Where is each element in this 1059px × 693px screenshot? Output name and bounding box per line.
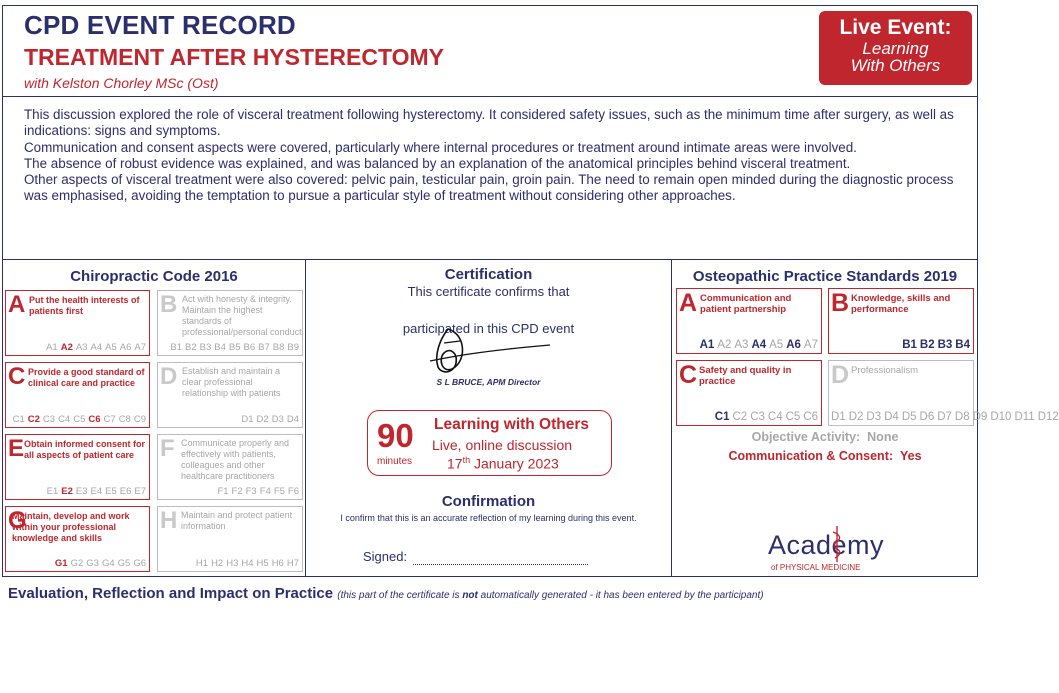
code-box-b [157, 290, 303, 356]
code-item: C5 [785, 411, 801, 423]
code-item: E1 [46, 486, 59, 497]
code-item: B9 [287, 342, 299, 353]
code-letter: C [679, 361, 698, 389]
code-item: E4 [90, 486, 103, 497]
code-item: B4 [214, 342, 226, 353]
event-format: Live, online discussion [432, 437, 573, 453]
code-item: A2 [60, 342, 73, 353]
code-item: E5 [105, 486, 117, 497]
code-item: A7 [803, 339, 818, 351]
date-rest: January 2023 [470, 455, 559, 472]
evaluation-note [337, 590, 763, 601]
code-item: C1 [714, 411, 730, 423]
code-item: B5 [228, 342, 241, 353]
code-item: H2 [211, 558, 224, 569]
code-item: A4 [751, 339, 767, 351]
code-item: C7 [103, 414, 116, 425]
code-item: G6 [133, 558, 146, 569]
code-item: G4 [101, 558, 115, 569]
academy-logo-text: Academy [768, 530, 885, 560]
code-item: C8 [118, 414, 131, 425]
evaluation-title: Evaluation, Reflection and Impact on Practice [8, 585, 334, 602]
confirmation-text: I confirm that this is an accurate reflection of my learning during this event. [340, 513, 637, 523]
code-item: F4 [259, 486, 271, 497]
code-item: E7 [134, 486, 146, 497]
code-item: D1 [831, 411, 846, 423]
signer-name: S L BRUCE, APM Director [436, 377, 541, 387]
code-item: D2 [256, 414, 269, 425]
code-item: D3 [866, 411, 882, 423]
certification-title: Certification [444, 266, 533, 283]
code-item: C1 [12, 414, 25, 425]
code-item: C4 [767, 411, 783, 423]
academy-logo [768, 530, 884, 561]
code-list [214, 486, 299, 497]
badge-line1: Live Event: [839, 16, 952, 39]
code-list [697, 339, 818, 351]
evaluation-entry-area[interactable] [8, 610, 972, 688]
code-letter: E [8, 435, 25, 462]
objective-label: Objective Activity: [751, 430, 861, 444]
code-item: F5 [273, 486, 285, 497]
participation-text: participated in this CPD event [402, 321, 575, 336]
description-para: The absence of robust evidence was explained, and was balanced by an explanation of the anatomical principles behind visceral treatment. [24, 155, 851, 171]
description-para: Communication and consent aspects were covered, particularly where internal procedures or treatment around intimate areas were involved. [24, 139, 857, 155]
code-item: F2 [231, 486, 243, 497]
code-item: B4 [955, 339, 970, 351]
code-item: A6 [119, 342, 132, 353]
code-item: D4 [884, 411, 899, 423]
code-item: A2 [717, 339, 732, 351]
code-item: C2 [732, 411, 748, 423]
code-list [167, 342, 299, 353]
date-suffix: th [462, 455, 471, 465]
academy-logo-subtitle: of PHYSICAL MEDICINE [771, 563, 861, 572]
code-description: Maintain and protect patient information [181, 510, 293, 531]
code-item: B6 [243, 342, 256, 353]
code-item: E6 [119, 486, 132, 497]
code-list [828, 411, 1059, 423]
code-list [52, 558, 146, 569]
code-item: D1 [241, 414, 254, 425]
code-item: F1 [217, 486, 229, 497]
divider [2, 259, 978, 260]
code-item: C3 [42, 414, 56, 425]
event-title: TREATMENT AFTER HYSTERECTOMY [24, 44, 444, 70]
code-item: A3 [734, 339, 749, 351]
code-item: A1 [699, 339, 715, 351]
code-box-a [676, 288, 822, 354]
code-description: Act with honesty & integrity. Maintain the highest standards of professional/personal conduct [182, 294, 302, 337]
code-item: G2 [70, 558, 84, 569]
code-item: A7 [134, 342, 146, 353]
certification-text: This certificate confirms that [407, 284, 570, 299]
code-item: H1 [195, 558, 209, 569]
code-description: Safety and quality in practice [699, 365, 792, 387]
divider [671, 260, 672, 577]
code-box-e [5, 434, 150, 500]
code-item: H6 [271, 558, 284, 569]
code-description: Communication and patient partnership [700, 293, 792, 315]
code-box-c [676, 360, 822, 426]
note-pre: (this part of the certificate is [337, 590, 463, 601]
code-item: B3 [199, 342, 212, 353]
code-list [43, 342, 146, 353]
code-box-d [828, 360, 1059, 426]
code-list [899, 339, 970, 351]
event-type: Learning with Others [434, 416, 590, 433]
code-letter: A [8, 291, 26, 318]
code-item: C6 [88, 414, 101, 425]
code-letter: B [160, 291, 178, 318]
code-letter: D [831, 361, 850, 389]
description-para: This discussion explored the role of visceral treatment following hysterectomy. It considered safety issues, such as the minimum time after surgery, as well as indications: signs and symptoms. [24, 107, 954, 139]
note-bold: not [462, 590, 478, 601]
code-item: H5 [256, 558, 269, 569]
code-item: D7 [937, 411, 952, 423]
note-post: automatically generated - it has been entered by the participant) [477, 590, 764, 601]
code-letter: D [160, 363, 178, 390]
code-item: D11 [1014, 411, 1035, 423]
code-description: Provide a good standard of clinical care and practice [28, 367, 145, 388]
duration-value: 90 [377, 417, 414, 454]
director-signature [420, 325, 560, 380]
comm-value: Yes [899, 449, 922, 463]
code-item: D6 [919, 411, 935, 423]
code-item: D12 [1037, 411, 1059, 423]
code-description: Communicate properly and effectively with patients, colleagues and other healthcare practitioners [181, 438, 290, 481]
code-box-d [157, 362, 303, 428]
code-description: Establish and maintain a clear professional relationship with patients [182, 366, 281, 398]
chiro-code-title: Chiropractic Code 2016 [70, 268, 238, 285]
code-item: C2 [27, 414, 40, 425]
code-letter: F [160, 435, 175, 462]
code-item: H3 [226, 558, 239, 569]
code-item: D8 [954, 411, 970, 423]
code-item: B7 [258, 342, 270, 353]
code-item: B2 [919, 339, 935, 351]
page-title: CPD EVENT RECORD [24, 10, 296, 40]
code-item: A4 [90, 342, 103, 353]
code-description: Maintain, develop and work within your professional knowledge and skills [12, 511, 130, 543]
code-list [44, 486, 146, 497]
code-item: E2 [61, 486, 73, 497]
code-item: D4 [286, 414, 299, 425]
code-box-g [5, 506, 150, 572]
code-description: Obtain informed consent for all aspects of patient care [24, 439, 146, 460]
code-box-b [828, 288, 974, 354]
code-letter: C [8, 363, 26, 390]
code-list [10, 414, 146, 425]
code-list [712, 411, 818, 423]
description-para: Other aspects of visceral treatment were also covered: pelvic pain, testicular pain, groin pain. The need to remain open minded during the diagnostic process was emphasised, avoiding the temptation to pursue a particular style of treatment without considering other approaches. [24, 172, 954, 204]
code-item: C6 [803, 411, 818, 423]
code-item: B1 [170, 342, 182, 353]
code-item: A5 [769, 339, 784, 351]
evaluation-heading [8, 585, 764, 602]
code-item: H7 [286, 558, 299, 569]
code-description: Knowledge, skills and performance [851, 293, 951, 315]
presenter: with Kelston Chorley MSc (Ost) [24, 75, 219, 91]
code-item: G5 [117, 558, 131, 569]
divider [305, 260, 306, 577]
objective-activity [672, 430, 978, 444]
code-box-a [5, 290, 150, 356]
objective-value: None [867, 430, 899, 444]
code-item: A5 [105, 342, 117, 353]
divider [2, 96, 978, 97]
code-item: A6 [786, 339, 801, 351]
date-day: 17 [447, 455, 463, 472]
code-item: H4 [241, 558, 254, 569]
badge-line3: With Others [850, 56, 941, 75]
code-item: D5 [901, 411, 917, 423]
code-box-f [157, 434, 303, 500]
duration-unit: minutes [377, 456, 413, 467]
code-item: B3 [937, 339, 953, 351]
code-item: E3 [75, 486, 88, 497]
code-item: D3 [271, 414, 284, 425]
code-list [193, 558, 299, 569]
event-description [24, 107, 964, 205]
communication-consent [672, 449, 978, 463]
code-item: D2 [848, 411, 864, 423]
code-item: C5 [73, 414, 86, 425]
comm-label: Communication & Consent: [728, 449, 894, 463]
event-date [447, 455, 559, 472]
code-letter: A [679, 289, 698, 317]
code-item: D10 [990, 411, 1012, 423]
code-item: B2 [185, 342, 197, 353]
badge-line2: Learning [862, 39, 929, 58]
code-letter: B [831, 289, 850, 317]
code-box-c [5, 362, 150, 428]
code-box-h [157, 506, 303, 572]
confirmation-title: Confirmation [441, 493, 536, 510]
code-item: C4 [58, 414, 71, 425]
code-item: A1 [46, 342, 58, 353]
code-list [238, 414, 299, 425]
code-description: Put the health interests of patients first [29, 295, 140, 316]
code-description: Professionalism [851, 365, 919, 376]
code-item: B8 [272, 342, 285, 353]
code-item: G3 [86, 558, 99, 569]
osteo-standards-title: Osteopathic Practice Standards 2019 [692, 268, 958, 285]
signed-label: Signed: [363, 549, 408, 564]
live-event-badge [819, 11, 972, 85]
code-item: C9 [133, 414, 146, 425]
code-letter: H [160, 507, 178, 534]
code-item: C3 [750, 411, 765, 423]
code-item: D9 [972, 411, 988, 423]
code-letter: G [8, 507, 27, 534]
code-item: F3 [245, 486, 257, 497]
signature-line[interactable] [413, 564, 588, 565]
code-item: A3 [75, 342, 88, 353]
caduceus-icon [830, 524, 844, 564]
code-item: F6 [287, 486, 299, 497]
code-item: G1 [54, 558, 68, 569]
code-item: B1 [902, 339, 917, 351]
